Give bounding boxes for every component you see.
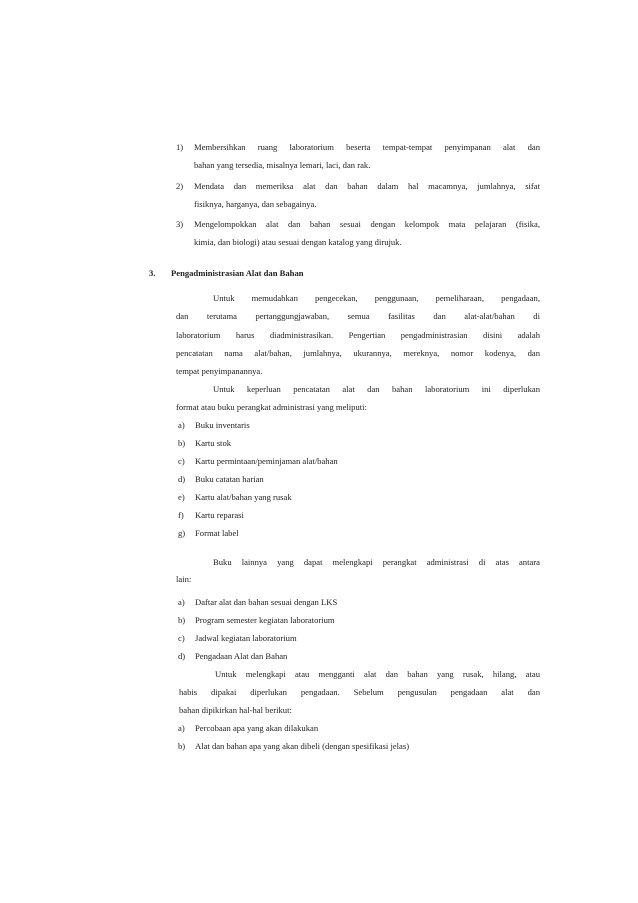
list-number: 1)	[176, 142, 184, 152]
paragraph-line: format atau buku perangkat administrasi yang meliputi:	[176, 402, 367, 412]
list-item-text: fisiknya, harganya, dan sebagainya.	[194, 199, 317, 209]
paragraph-line: Buku lainnya yang dapat melengkapi perangkat administrasi di atas antara	[213, 557, 540, 567]
list-number: a)	[178, 723, 185, 733]
list-item-text: Format label	[195, 528, 239, 538]
list-number: a)	[178, 597, 185, 607]
list-number: a)	[178, 420, 185, 430]
list-number: b)	[178, 438, 186, 448]
paragraph-line: pencatatan nama alat/bahan, jumlahnya, ukurannya, mereknya, nomor kodenya, dan	[176, 348, 540, 358]
list-item-text: Program semester kegiatan laboratorium	[195, 615, 335, 625]
paragraph-line: tempat penyimpanannya.	[176, 366, 263, 376]
paragraph-line: Untuk memudahkan pengecekan, penggunaan, pemeliharaan, pengadaan,	[213, 293, 540, 303]
section-number: 3.	[149, 268, 156, 278]
list-item-text: Buku inventaris	[195, 420, 250, 430]
section-title: Pengadministrasian Alat dan Bahan	[171, 268, 304, 278]
list-item-text: Kartu reparasi	[195, 510, 244, 520]
list-number: f)	[178, 510, 184, 520]
list-number: d)	[178, 651, 186, 661]
list-number: c)	[178, 633, 185, 643]
list-item-text: kimia, dan biologi) atau sesuai dengan katalog yang dirujuk.	[194, 237, 402, 247]
list-number: b)	[178, 741, 186, 751]
list-item-text: Pengadaan Alat dan Bahan	[195, 651, 288, 661]
list-item-text: Percobaan apa yang akan dilakukan	[195, 723, 319, 733]
paragraph-line: Untuk melengkapi atau mengganti alat dan bahan yang rusak, hilang, atau	[215, 669, 540, 679]
list-item-text: Buku catatan harian	[195, 474, 264, 484]
paragraph-line: bahan dipikirkan hal-hal berikut:	[179, 705, 292, 715]
list-number: b)	[178, 615, 186, 625]
paragraph-line: lain:	[176, 574, 192, 584]
list-item-text: Alat dan bahan apa yang akan dibeli (dengan spesifikasi jelas)	[195, 741, 410, 751]
list-item-text: Kartu stok	[195, 438, 232, 448]
list-item-text: Kartu alat/bahan yang rusak	[195, 492, 292, 502]
list-item-text: bahan yang tersedia, misalnya lemari, laci, dan rak.	[194, 160, 371, 170]
list-item-text: Membersihkan ruang laboratorium beserta tempat-tempat penyimpanan alat dan	[194, 142, 540, 152]
paragraph-line: laboratorium harus diadministrasikan. Pengertian pengadministrasian disini adalah	[176, 330, 540, 340]
list-number: 2)	[176, 181, 184, 191]
list-number: d)	[178, 474, 186, 484]
paragraph-line: dan terutama pertanggungjawaban, semua fasilitas dan alat-alat/bahan di	[176, 311, 540, 321]
list-number: g)	[178, 528, 186, 538]
list-item-text: Jadwal kegiatan laboratorium	[195, 633, 297, 643]
paragraph-line: Untuk keperluan pencatatan alat dan bahan laboratorium ini diperlukan	[213, 384, 540, 394]
paragraph-line: habis dipakai diperlukan pengadaan. Sebelum pengusulan pengadaan alat dan	[179, 687, 540, 697]
list-item-text: Mendata dan memeriksa alat dan bahan dalam hal macamnya, jumlahnya, sifat	[194, 181, 540, 191]
list-item-text: Daftar alat dan bahan sesuai dengan LKS	[195, 597, 338, 607]
list-number: 3)	[176, 219, 184, 229]
list-number: c)	[178, 456, 185, 466]
list-number: e)	[178, 492, 185, 502]
list-item-text: Mengelompokkan alat dan bahan sesuai dengan kelompok mata pelajaran (fisika,	[194, 219, 540, 229]
list-item-text: Kartu permintaan/peminjaman alat/bahan	[195, 456, 338, 466]
